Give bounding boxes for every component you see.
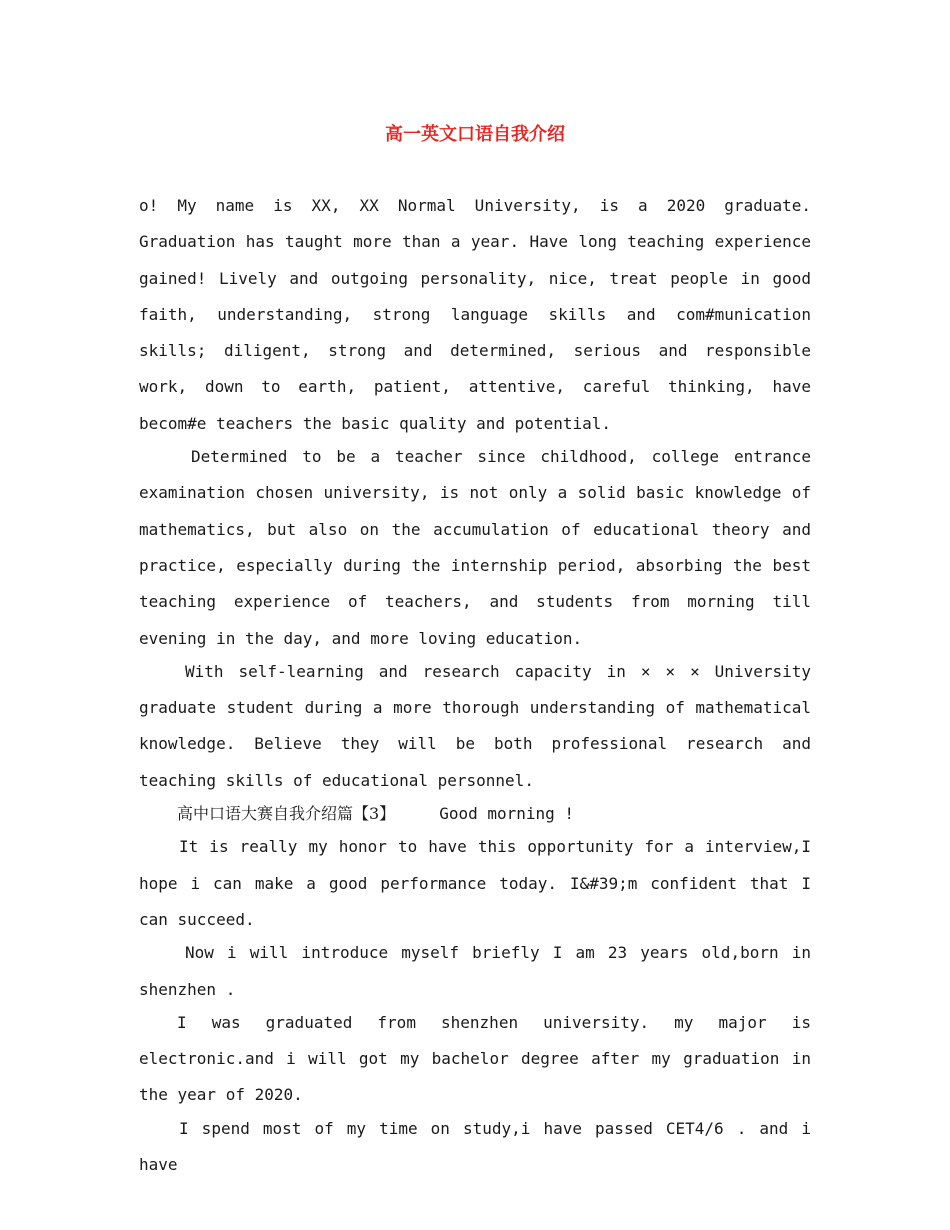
page-title: 高一英文口语自我介绍: [385, 124, 565, 145]
section-heading: 高中口语大赛自我介绍篇【3】: [177, 804, 396, 824]
document-body: [139, 188, 811, 1180]
paragraph-introduce: Now i will introduce myself briefly I am 23 years old,born in shenzhen .: [139, 943, 811, 999]
paragraph-graduated: I was graduated from shenzhen university. my major is electronic.and i will got my bachelor degree after my graduation in the year of 2020.: [139, 1012, 811, 1105]
paragraph-determined: Determined to be a teacher since childhood, college entrance examination chosen university, is not only a solid basic knowledge of mathematics, but also on the accumulation of educational theory and practice, especially during the internship period, absorbing the best teaching experience of teachers, and students from morning till evening in the day, and more loving education.: [139, 447, 811, 648]
paragraph-study: I spend most of my time on study,i have passed CET4/6 . and i have: [139, 1118, 811, 1175]
section-heading-line: [139, 796, 811, 832]
paragraph-honor: It is really my honor to have this opportunity for a interview,I hope i can make a good performance today. I&#39;m confident that I can succeed.: [139, 837, 811, 929]
section-greeting: Good morning !: [439, 804, 575, 824]
paragraph-self-learning: With self-learning and research capacity in × × × University graduate student during a more thorough understanding of mathematical knowledge. Believe they will be both professional research and teaching skills of educational personnel.: [139, 661, 811, 790]
paragraph-intro: o! My name is XX, XX Normal University, is a 2020 graduate. Graduation has taught more than a year. Have long teaching experience gained! Lively and outgoing personality, nice, treat people in good faith, understanding, strong language skills and com#munication skills; diligent, strong and determined, serious and responsible work, down to earth, patient, attentive, careful thinking, have becom#e teachers the basic quality and potential.: [139, 196, 811, 433]
